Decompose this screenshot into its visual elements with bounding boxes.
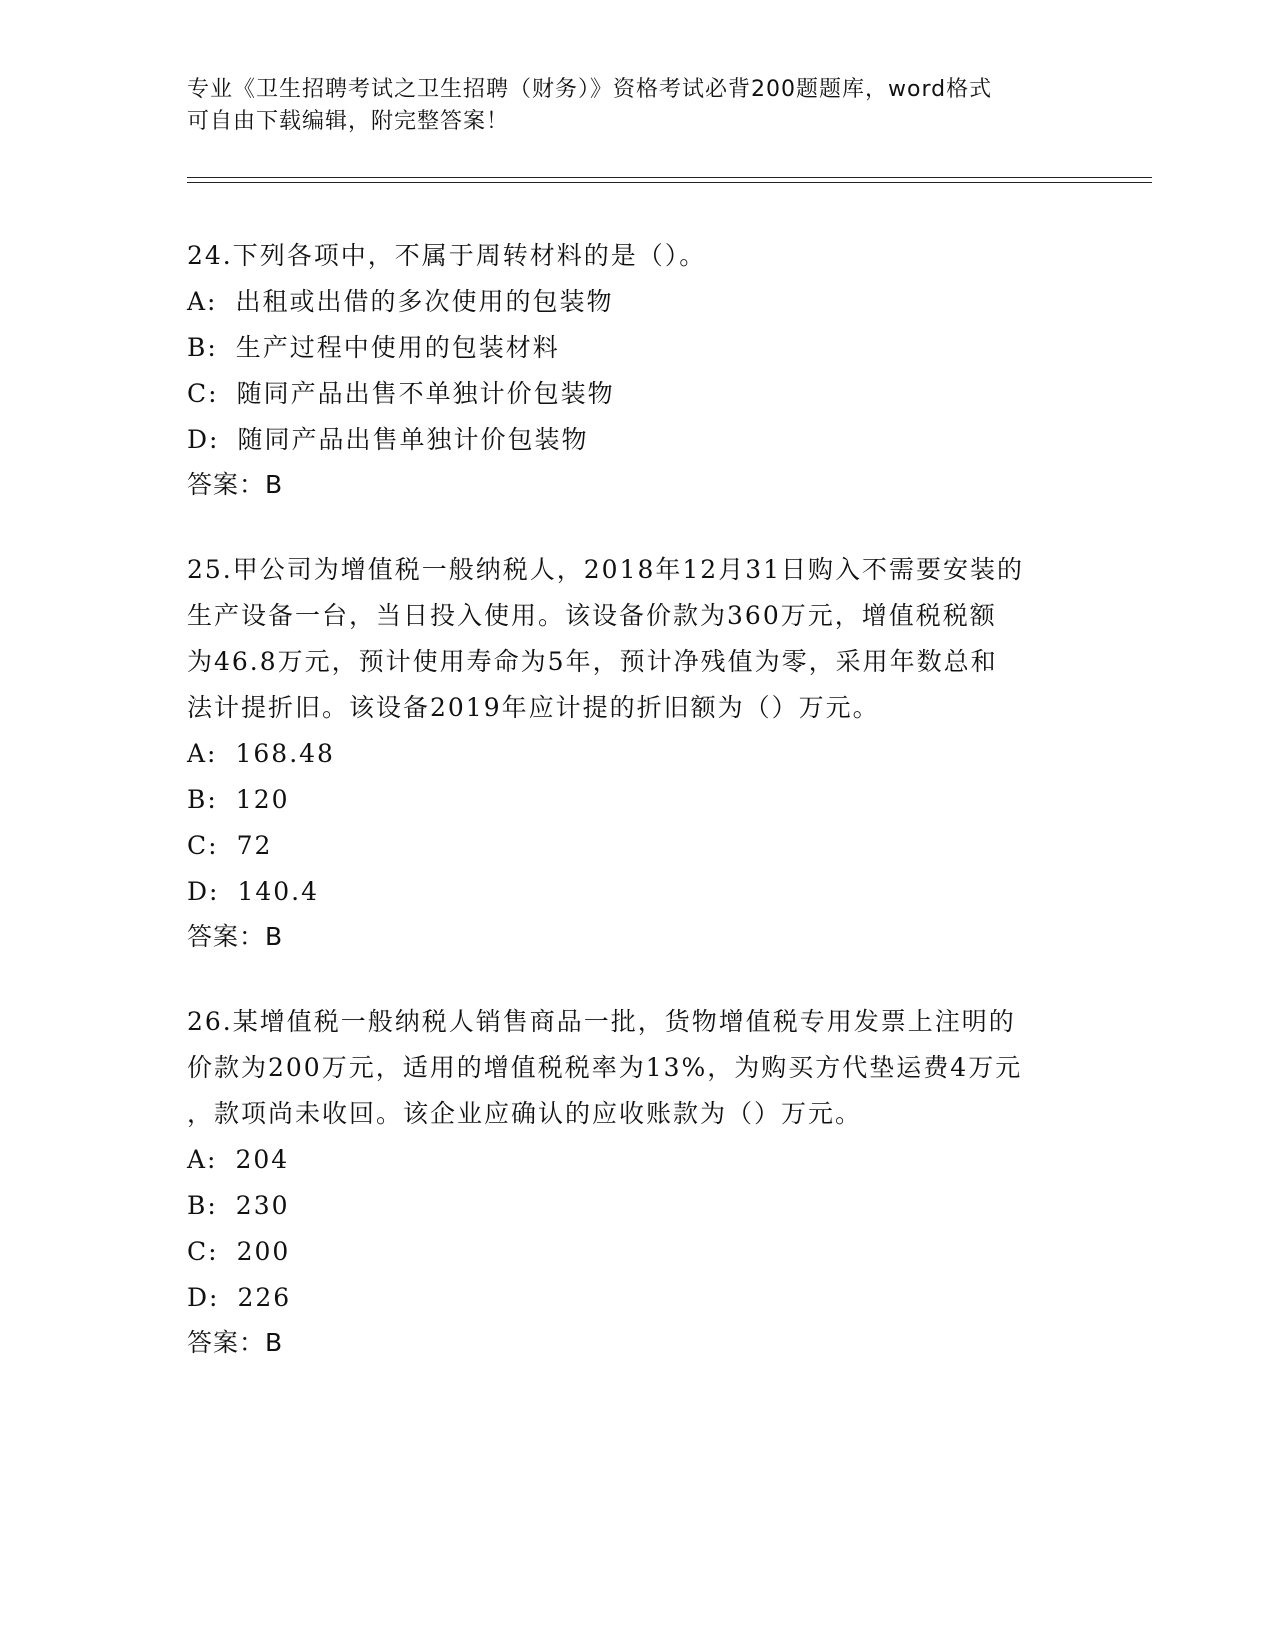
option-b [187, 777, 1087, 823]
header-divider-bottom [187, 182, 1152, 183]
question-stem-line: 为46.8万元，预计使用寿命为5年，预计净残值为零，采用年数总和 [187, 647, 998, 676]
option-d [187, 1275, 1087, 1321]
option-c [187, 371, 1087, 417]
option-key: D: [187, 1283, 220, 1312]
option-key: B: [187, 1191, 218, 1220]
question-stem-line: ，款项尚未收回。该企业应确认的应收账款为（）万元。 [187, 1099, 863, 1128]
option-text: 72 [236, 831, 273, 860]
option-c [187, 823, 1087, 869]
option-key: C: [187, 831, 219, 860]
option-text: 204 [235, 1145, 290, 1174]
option-text: 出租或出借的多次使用的包装物 [235, 287, 614, 316]
question-stem-line: 法计提折旧。该设备2019年应计提的折旧额为（）万元。 [187, 693, 880, 722]
option-text: 随同产品出售单独计价包装物 [237, 425, 589, 454]
option-b [187, 1183, 1087, 1229]
option-key: D: [187, 877, 220, 906]
header-divider-top [187, 177, 1152, 178]
option-key: D: [187, 425, 220, 454]
question-26 [187, 999, 1087, 1365]
question-stem-line: 价款为200万元，适用的增值税税率为13%，为购买方代垫运费4万元 [187, 1053, 1023, 1082]
question-stem-line: 25.甲公司为增值税一般纳税人，2018年12月31日购入不需要安装的 [187, 555, 1025, 584]
option-key: A: [187, 287, 218, 316]
option-key: C: [187, 379, 219, 408]
option-a [187, 279, 1087, 325]
question-stem-line: 生产设备一台，当日投入使用。该设备价款为360万元，增值税税额 [187, 601, 997, 630]
question-24 [187, 233, 1087, 507]
option-key: A: [187, 1145, 218, 1174]
option-key: C: [187, 1237, 219, 1266]
header-line-1: 专业《卫生招聘考试之卫生招聘（财务）》资格考试必背200题题库，word格式 [187, 77, 993, 102]
option-key: A: [187, 739, 218, 768]
option-a [187, 731, 1087, 777]
answer-line: 答案：B [187, 470, 284, 499]
option-text: 随同产品出售不单独计价包装物 [236, 379, 615, 408]
option-key: B: [187, 785, 218, 814]
option-c [187, 1229, 1087, 1275]
document-header [187, 74, 1087, 138]
option-text: 120 [235, 785, 290, 814]
question-stem-line: 26.某增值税一般纳税人销售商品一批，货物增值税专用发票上注明的 [187, 1007, 1016, 1036]
option-key: B: [187, 333, 218, 362]
option-text: 226 [237, 1283, 292, 1312]
option-text: 生产过程中使用的包装材料 [235, 333, 560, 362]
option-d [187, 869, 1087, 915]
option-text: 140.4 [237, 877, 320, 906]
option-text: 230 [235, 1191, 290, 1220]
option-text: 168.48 [235, 739, 335, 768]
question-25 [187, 547, 1087, 959]
question-stem: 24.下列各项中，不属于周转材料的是（）。 [187, 241, 707, 270]
option-d [187, 417, 1087, 463]
option-text: 200 [236, 1237, 291, 1266]
question-list [187, 233, 1087, 1405]
answer-line: 答案：B [187, 922, 284, 951]
header-line-2: 可自由下载编辑，附完整答案！ [187, 109, 510, 134]
option-b [187, 325, 1087, 371]
answer-line: 答案：B [187, 1328, 284, 1357]
option-a [187, 1137, 1087, 1183]
